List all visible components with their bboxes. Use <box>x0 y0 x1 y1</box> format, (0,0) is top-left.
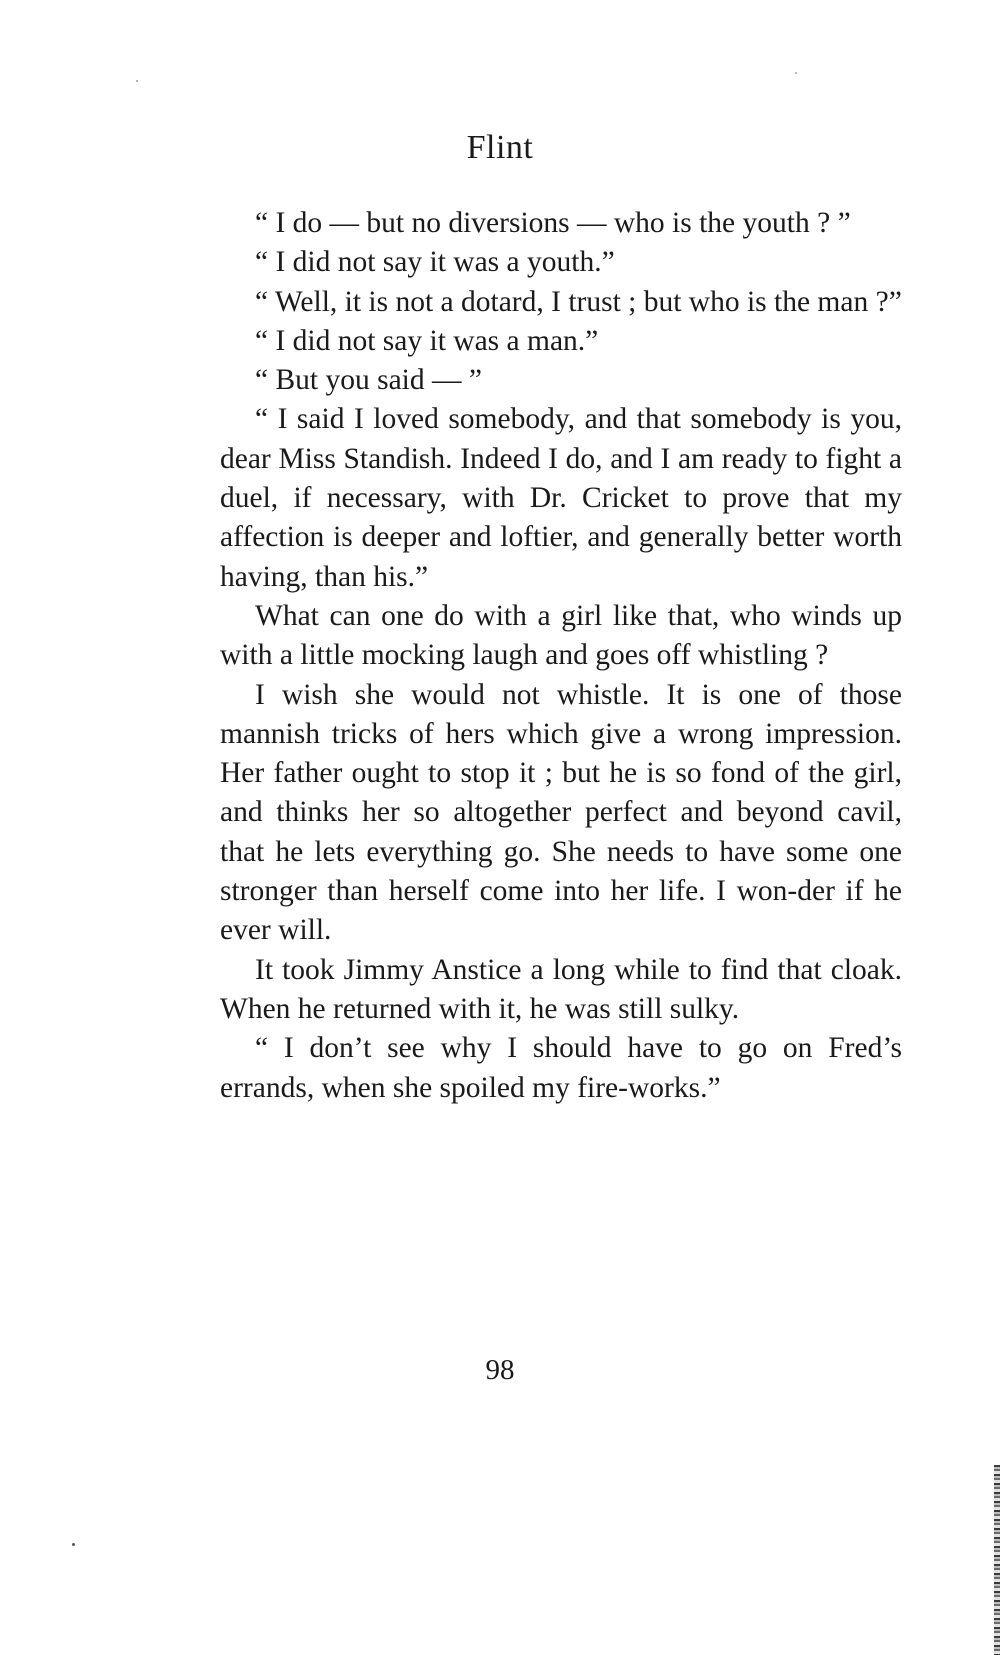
scan-speck <box>72 1543 75 1546</box>
paragraph: “ Well, it is not a dotard, I trust ; but who is the man ?” <box>255 285 902 318</box>
paragraph: “ I did not say it was a youth.” <box>255 246 615 279</box>
body-text <box>220 204 902 1108</box>
paragraph: “ I do — but no diversions — who is the youth ? ” <box>255 207 851 239</box>
paragraph: “ I did not say it was a man.” <box>255 324 599 357</box>
page-title: Flint <box>466 129 534 166</box>
paragraph: What can one do with a girl like that, who winds up with a little mocking laugh and goes off whistling ? <box>220 599 902 672</box>
page-number: 98 <box>485 1354 515 1386</box>
scan-speck <box>136 80 138 82</box>
scan-speck <box>795 72 797 74</box>
paragraph: I wish she would not whistle. It is one of those mannish tricks of hers which give a wrong impression. Her father ought to stop it ; but he is so fond of the girl, and thinks her so altogether perfect and beyond cavil, that he lets everything go. She needs to have some one stronger than herself come into her life. I won-der if he ever will. <box>220 678 902 947</box>
paragraph: “ I don’t see why I should have to go on Fred’s errands, when she spoiled my fire-works.” <box>220 1032 902 1104</box>
paragraph: “ But you said — ” <box>255 364 482 397</box>
paragraph: “ I said I loved somebody, and that somebody is you, dear Miss Standish. Indeed I do, and I am ready to fight a duel, if necessary, with Dr. Cricket to prove that my affection is deeper and loftier, and generally better worth having, than his.” <box>220 403 902 593</box>
scan-edge-artifact <box>994 1465 1000 1655</box>
paragraph: It took Jimmy Anstice a long while to find that cloak. When he returned with it, he was still sulky. <box>220 953 902 1025</box>
